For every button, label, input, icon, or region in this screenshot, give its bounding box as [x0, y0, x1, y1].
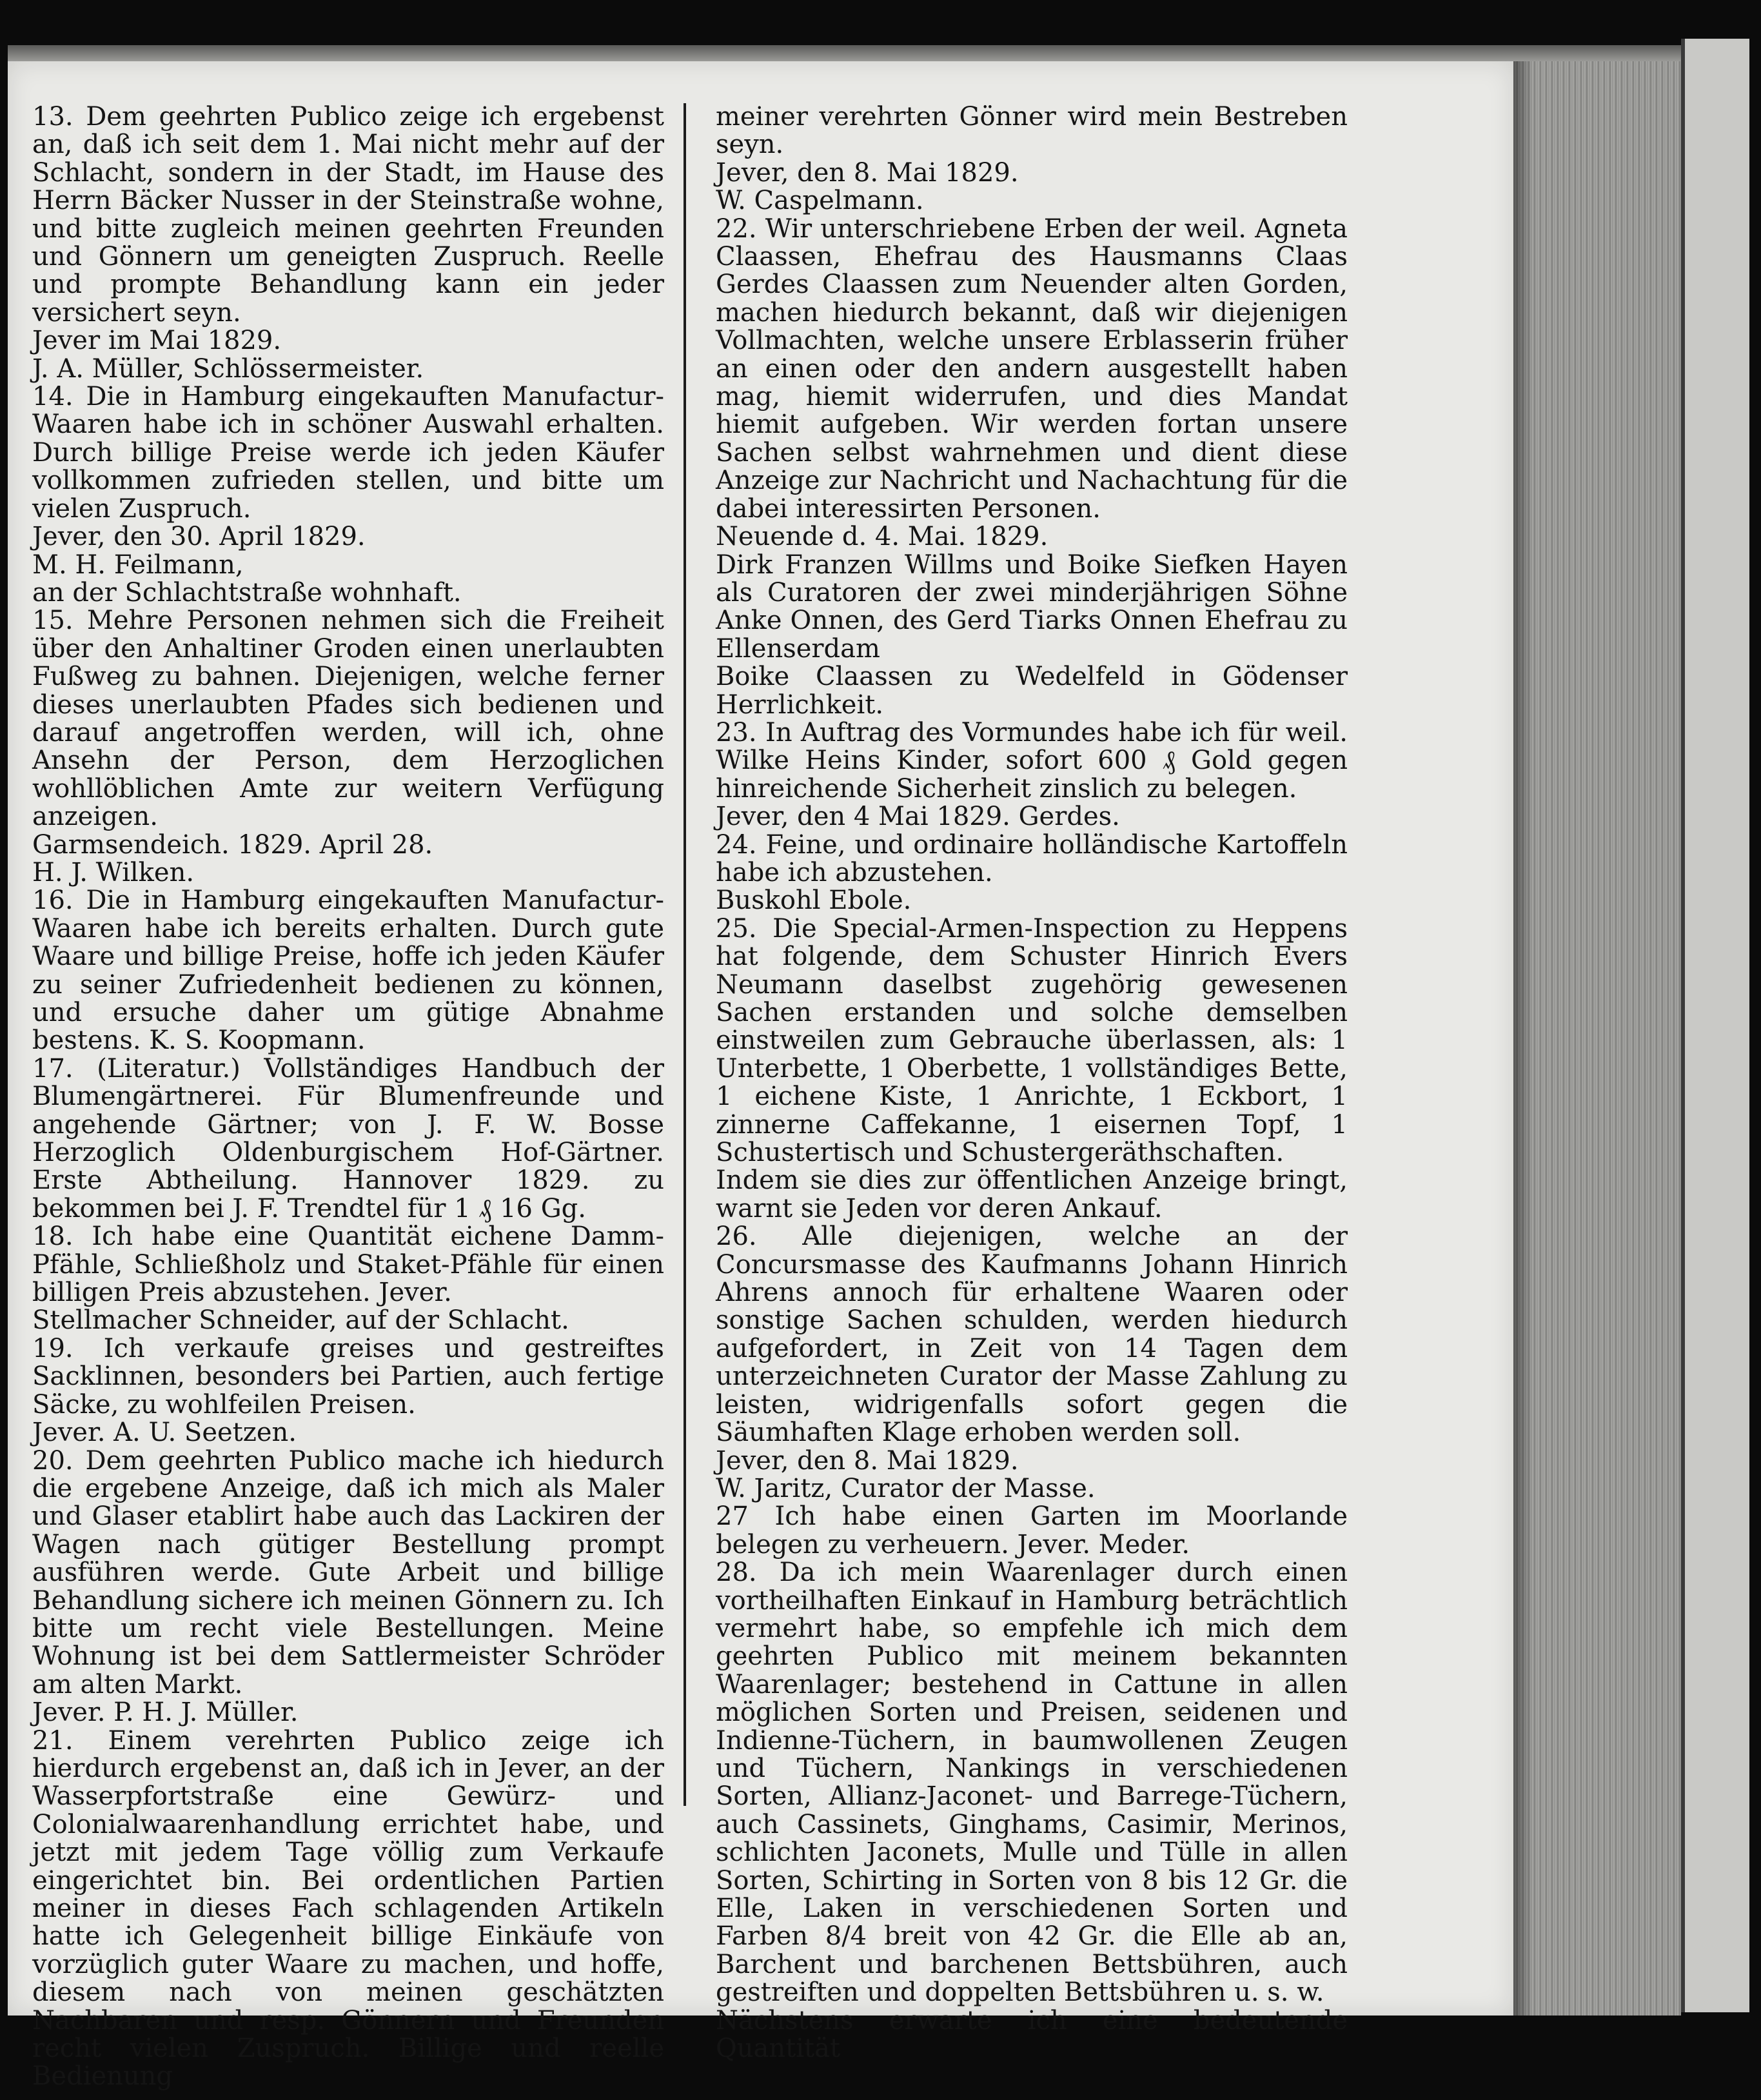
- column-rule: [684, 103, 686, 1806]
- book-cover-edge: [1681, 39, 1749, 2012]
- left-column-text: 13. Dem geehrten Publico zeige ich ergebenst an, daß ich seit dem 1. Mai nicht mehr auf der Schlacht, sondern in der Stadt, im Hause des Herrn Bäcker Nusser in der Steinstraße wohne, und bitte zugleich meinen geehrten Freunden und Gönnern um geneigten Zuspruch. Reelle und prompte Behandlung kann ein jeder versichert seyn. Jever im Mai 1829. J. A. Müller, Schlössermeister. 14. Die in Hamburg eingekauften Manufactur-Waaren habe ich in schöner Auswahl erhalten. Durch billige Preise werde ich jeden Käufer vollkommen zufrieden stellen, und bitte um vielen Zuspruch. Jever, den 30. April 1829. M. H. Feilmann, an der Schlachtstraße wohnhaft. 15. Mehre Personen nehmen sich die Freiheit über den Anhaltiner Groden einen unerlaubten Fußweg zu bahnen. Diejenigen, welche ferner dieses unerlaubten Pfades sich bedienen und darauf angetroffen werden, will ich, ohne Ansehn der Person, dem Herzoglichen wohllöblichen Amte zur weitern Verfügung anzeigen. Garmsendeich. 1829. April 28. H. J. Wilken. 16. Die in Hamburg eingekauften Manufactur-Waaren habe ich bereits erhalten. Durch gute Waare und billige Preise, hoffe ich jeden Käufer zu seiner Zufriedenheit bedienen zu können, und ersuche daher um gütige Abnahme bestens. K. S. Koopmann. 17. (Literatur.) Vollständiges Handbuch der Blumengärtnerei. Für Blumenfreunde und angehende Gärtner; von J. F. W. Bosse Herzoglich Oldenburgischem Hof-Gärtner. Erste Abtheilung. Hannover 1829. zu bekommen bei J. F. Trendtel für 1 ₰ 16 Gg. 18. Ich habe eine Quantität eichene Damm-Pfähle, Schließholz und Staket-Pfähle für einen billigen Preis abzustehen. Jever. Stellmacher Schneider, auf der Schlacht. 19. Ich verkaufe greises und gestreiftes Sacklinnen, besonders bei Partien, auch fertige Säcke, zu wohlfeilen Preisen. Jever. A. U. Seetzen. 20. Dem geehrten Publico mache ich hiedurch die ergebene Anzeige, daß ich mich als Maler und Glaser etablirt habe auch das Lackiren der Wagen nach gütiger Bestellung prompt ausführen werde. Gute Arbeit und billige Behandlung sichere ich meinen Gönnern zu. Ich bitte um recht viele Bestellungen. Meine Wohnung ist bei dem Sattlermeister Schröder am alten Markt. Jever. P. H. J. Müller. 21. Einem verehrten Publico zeige ich hierdurch ergebenst an, daß ich in Jever, an der Wasserpfortstraße eine Gewürz- und Colonialwaarenhandlung errichtet habe, und jetzt mit jedem Tage völlig zum Verkaufe eingerichtet bin. Bei ordentlichen Partien meiner in dieses Fach schlagenden Artikeln hatte ich Gelegenheit billige Einkäufe von vorzüglich guter Waare zu machen, und hoffe, diesem nach von meinen geschätzten Nachbaren und resp. Gönnern und Freunden recht vielen Zuspruch. Billige und reelle Bedienung: [32, 102, 664, 2092]
- book-cover-top: [8, 45, 1746, 61]
- right-column: [716, 103, 1348, 2063]
- page-stack-edge: [1513, 61, 1681, 2016]
- left-column: [32, 103, 664, 2091]
- gutter-shadow: [1513, 61, 1533, 2016]
- right-column-text: meiner verehrten Gönner wird mein Bestreben seyn. Jever, den 8. Mai 1829. W. Caspelmann. 22. Wir unterschriebene Erben der weil. Agneta Claassen, Ehefrau des Hausmanns Claas Gerdes Claassen zum Neuender alten Gorden, machen hiedurch bekannt, daß wir diejenigen Vollmachten, welche unsere Erblasserin früher an einen oder den andern ausgestellt haben mag, hiemit widerrufen, und dies Mandat hiemit aufgeben. Wir werden fortan unsere Sachen selbst wahrnehmen und dient diese Anzeige zur Nachricht und Nachachtung für die dabei interessirten Personen. Neuende d. 4. Mai. 1829. Dirk Franzen Willms und Boike Siefken Hayen als Curatoren der zwei minderjährigen Söhne Anke Onnen, des Gerd Tiarks Onnen Ehefrau zu Ellenserdam Boike Claassen zu Wedelfeld in Gödenser Herrlichkeit. 23. In Auftrag des Vormundes habe ich für weil. Wilke Heins Kinder, sofort 600 ₰ Gold gegen hinreichende Sicherheit zinslich zu belegen. Jever, den 4 Mai 1829. Gerdes. 24. Feine, und ordinaire holländische Kartoffeln habe ich abzustehen. Buskohl Ebole. 25. Die Special-Armen-Inspection zu Heppens hat folgende, dem Schuster Hinrich Evers Neumann daselbst zugehörig gewesenen Sachen erstanden und solche demselben einstweilen zum Gebrauche überlassen, als: 1 Unterbette, 1 Oberbette, 1 vollständiges Bette, 1 eichene Kiste, 1 Anrichte, 1 Eckbort, 1 zinnerne Caffekanne, 1 eisernen Topf, 1 Schustertisch und Schustergeräthschaften. Indem sie dies zur öffentlichen Anzeige bringt, warnt sie Jeden vor deren Ankauf. 26. Alle diejenigen, welche an der Concursmasse des Kaufmanns Johann Hinrich Ahrens annoch für erhaltene Waaren oder sonstige Sachen schulden, werden hiedurch aufgefordert, in Zeit von 14 Tagen dem unterzeichneten Curator der Masse Zahlung zu leisten, widrigenfalls sofort gegen die Säumhaften Klage erhoben werden soll. Jever, den 8. Mai 1829. W. Jaritz, Curator der Masse. 27 Ich habe einen Garten im Moorlande belegen zu verheuern. Jever. Meder. 28. Da ich mein Waarenlager durch einen vortheilhaften Einkauf in Hamburg beträchtlich vermehrt habe, so empfehle ich mich dem geehrten Publico mit meinem bekannten Waarenlager; bestehend in Cattune in allen möglichen Sorten und Preisen, seidenen und Indienne-Tüchern, in baumwollenen Zeugen und Tüchern, Nankings in verschiedenen Sorten, Allianz-Jaconet- und Barrege-Tüchern, auch Cassinets, Ginghams, Casimir, Merinos, schlichten Jaconets, Mulle und Tülle in allen Sorten, Schirting in Sorten von 8 bis 12 Gr. die Elle, Laken in verschiedenen Sorten und Farben 8/4 breit von 42 Gr. die Elle ab an, Barchent und barchenen Bettsbühren, auch gestreiften und doppelten Bettsbühren u. s. w. Nächstens erwarte ich eine bedeutende Quantität: [716, 102, 1348, 2064]
